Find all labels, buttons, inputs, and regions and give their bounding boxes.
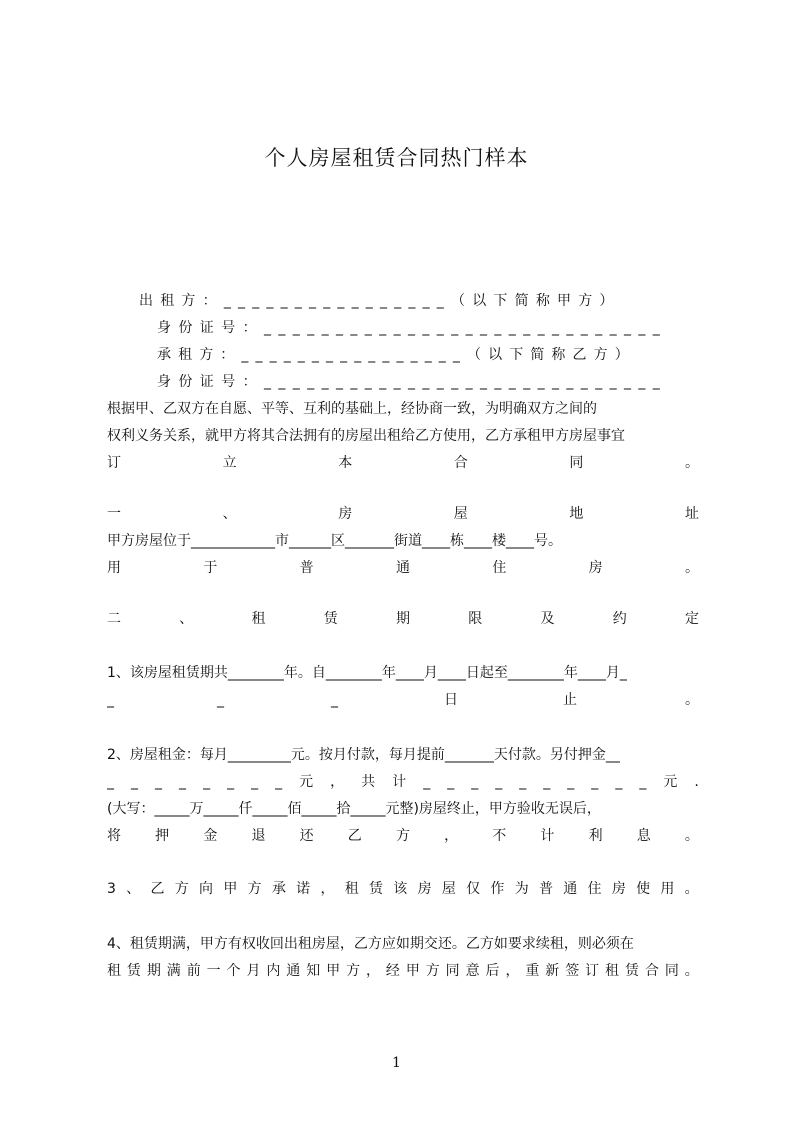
id-a-label: 身份证号： xyxy=(157,320,264,336)
text-char: 押 xyxy=(155,828,170,844)
party-b-line xyxy=(157,342,699,368)
text-char: 约 xyxy=(612,611,627,627)
rent-line-4 xyxy=(107,823,699,849)
text-char: 租 xyxy=(605,963,620,979)
text-char: 。 xyxy=(684,963,699,979)
rent-line-1: 2、房屋租金：每月_________元。按月付款，每月提前_______天付款。另付押金__ xyxy=(107,747,620,763)
text-char: 向 xyxy=(199,881,214,897)
text-char: 期 xyxy=(396,611,410,627)
id-b-label: 身份证号： xyxy=(157,374,264,390)
text-char: 租 xyxy=(344,881,359,897)
text-char: 通 xyxy=(395,560,410,576)
text-char: 期 xyxy=(146,963,161,979)
text-char: 、 xyxy=(222,506,237,522)
id-a-blank: ____________________________ xyxy=(264,320,668,336)
text-char: 新 xyxy=(545,963,560,979)
text-char: 同 xyxy=(664,963,679,979)
text-char: 还 xyxy=(299,828,314,844)
text-char: 住 xyxy=(492,560,507,576)
preamble-line-3 xyxy=(107,450,699,476)
text-char: 立 xyxy=(222,455,237,471)
text-char: 月 xyxy=(246,963,261,979)
text-char: 通 xyxy=(286,963,301,979)
text-char: _ xyxy=(179,774,187,790)
text-char: 将 xyxy=(107,828,121,844)
text-char: 赁 xyxy=(624,963,639,979)
text-char: 通 xyxy=(563,881,578,897)
text-char: 不 xyxy=(492,828,507,844)
text-char: 退 xyxy=(251,828,266,844)
text-char: 屋 xyxy=(441,881,456,897)
text-char: _ xyxy=(203,774,211,790)
renew-line-1: 4、租赁期满，甲方有权收回出租房屋，乙方应如期交还。乙方如要求续租，则必须在 xyxy=(107,936,634,952)
text-char: 乙 xyxy=(347,828,362,844)
text-char: 租 xyxy=(251,611,266,627)
renew-line-2 xyxy=(107,958,699,984)
preamble-line-1: 根据甲、乙双方在自愿、平等、互利的基础上，经协商一致，为明确双方之间的 xyxy=(107,401,597,417)
text-char: 为 xyxy=(514,881,529,897)
text-char: _ xyxy=(591,774,599,790)
text-char: 元 xyxy=(663,774,678,790)
text-char: 赁 xyxy=(126,963,141,979)
rent-line-3: (大写：_____万_____仟_____佰_____拾_____元整)房屋终止，甲方验收无误后， xyxy=(107,801,601,817)
text-char: 限 xyxy=(468,611,483,627)
text-char: 满 xyxy=(166,963,181,979)
text-char: 地 xyxy=(569,506,584,522)
text-char: 本 xyxy=(338,455,353,471)
text-char: 方 xyxy=(247,881,262,897)
text-char: 房 xyxy=(611,881,626,897)
text-char: 同 xyxy=(445,963,460,979)
text-char: 意 xyxy=(465,963,480,979)
text-char: 合 xyxy=(453,455,468,471)
text-char: ， xyxy=(505,963,520,979)
text-char: 订 xyxy=(107,455,121,471)
id-b-line xyxy=(157,369,699,395)
text-char: 方 xyxy=(425,963,440,979)
text-char: 甲 xyxy=(405,963,420,979)
party-b-blank: ________________ xyxy=(241,347,468,363)
text-char: 签 xyxy=(565,963,580,979)
text-char: 合 xyxy=(644,963,659,979)
text-char: 房 xyxy=(417,881,432,897)
term-line-1: 1、该房屋租赁期共________年。自________年____月____日起至________年____月_ xyxy=(107,665,627,681)
text-char: 重 xyxy=(525,963,540,979)
text-char: 使 xyxy=(636,881,651,897)
text-char: _ xyxy=(519,774,527,790)
text-char: 一 xyxy=(107,506,121,522)
text-char: 赁 xyxy=(369,881,384,897)
text-char: 后 xyxy=(485,963,500,979)
text-char: _ xyxy=(471,774,479,790)
usage-line xyxy=(107,555,699,581)
text-char: _ xyxy=(543,774,551,790)
text-char: _ xyxy=(495,774,503,790)
text-char: 普 xyxy=(299,560,314,576)
text-char: _ xyxy=(217,692,224,708)
text-char: _ xyxy=(155,774,163,790)
text-char: 方 xyxy=(174,881,189,897)
id-a-line xyxy=(157,315,699,341)
text-char: ， xyxy=(444,828,459,844)
text-char: 甲 xyxy=(326,963,341,979)
text-char: 方 xyxy=(395,828,410,844)
text-char: _ xyxy=(639,774,647,790)
text-char: 止 xyxy=(563,692,577,708)
party-a-blank: ________________ xyxy=(223,293,452,309)
text-char: ， xyxy=(330,774,345,790)
text-char: 住 xyxy=(587,881,602,897)
text-char: 3 xyxy=(107,881,116,897)
text-char: 及 xyxy=(540,611,555,627)
text-char: ， xyxy=(365,963,380,979)
text-char: 计 xyxy=(392,774,407,790)
text-char: 方 xyxy=(346,963,361,979)
text-char: _ xyxy=(107,692,114,708)
text-char: _ xyxy=(227,774,235,790)
text-char: _ xyxy=(567,774,575,790)
text-char: 订 xyxy=(585,963,600,979)
text-char: 。 xyxy=(684,828,699,844)
party-a-line xyxy=(139,288,699,314)
text-char: _ xyxy=(131,774,139,790)
text-char: 息 xyxy=(636,828,651,844)
text-char: . xyxy=(694,774,699,790)
text-char: _ xyxy=(615,774,623,790)
party-b-label: 承租方： xyxy=(157,347,242,363)
text-char: 于 xyxy=(203,560,218,576)
section-2-heading xyxy=(107,606,699,632)
text-char: 诺 xyxy=(296,881,311,897)
text-char: 用 xyxy=(660,881,675,897)
text-char: 。 xyxy=(684,455,699,471)
text-char: _ xyxy=(107,774,114,790)
text-char: 房 xyxy=(588,560,603,576)
text-char: 作 xyxy=(490,881,505,897)
text-char: 址 xyxy=(684,506,699,522)
address-line: 甲方房屋位于____________市______区_______街道____栋____楼____号。 xyxy=(107,533,562,549)
document-title: 个人房屋租赁合同热门样本 xyxy=(264,146,529,170)
text-char: 内 xyxy=(266,963,281,979)
text-char: _ xyxy=(447,774,455,790)
text-char: _ xyxy=(275,774,283,790)
text-char: _ xyxy=(423,774,431,790)
text-char: 前 xyxy=(186,963,201,979)
party-a-label: 出租方： xyxy=(139,293,224,309)
text-char: 定 xyxy=(685,611,699,627)
party-a-note: （以下简称甲方） xyxy=(451,293,621,309)
text-char: 仅 xyxy=(466,881,481,897)
text-char: 租 xyxy=(107,963,121,979)
text-char: 个 xyxy=(226,963,241,979)
preamble-line-2: 权利义务关系，就甲方将其合法拥有的房屋出租给乙方使用，乙方承租甲方房屋事宜 xyxy=(107,428,625,444)
text-char: 共 xyxy=(361,774,376,790)
rent-line-2 xyxy=(107,769,699,795)
text-char: 房 xyxy=(338,506,353,522)
text-char: 用 xyxy=(107,560,121,576)
text-char: _ xyxy=(331,692,338,708)
text-char: _ xyxy=(251,774,259,790)
text-char: 屋 xyxy=(453,506,468,522)
text-char: 赁 xyxy=(323,611,338,627)
text-char: 计 xyxy=(540,828,555,844)
text-char: 金 xyxy=(203,828,218,844)
text-char: 。 xyxy=(685,692,699,708)
text-char: 一 xyxy=(206,963,221,979)
text-char: 该 xyxy=(393,881,408,897)
text-char: 乙 xyxy=(150,881,165,897)
text-char: ， xyxy=(320,881,335,897)
id-b-blank: ____________________________ xyxy=(264,374,668,390)
text-char: 利 xyxy=(588,828,603,844)
text-char: 知 xyxy=(306,963,321,979)
party-b-note: （以下简称乙方） xyxy=(467,347,636,363)
page-number: 1 xyxy=(392,1055,401,1071)
text-char: 日 xyxy=(444,692,458,708)
text-char: 二 xyxy=(107,611,121,627)
text-char: 承 xyxy=(271,881,286,897)
text-char: 。 xyxy=(684,560,699,576)
section-1-heading xyxy=(107,501,699,527)
text-char: 经 xyxy=(385,963,400,979)
text-char: 同 xyxy=(569,455,584,471)
text-char: 、 xyxy=(126,881,141,897)
term-line-2 xyxy=(107,687,699,713)
text-char: 元 xyxy=(299,774,314,790)
text-char: 。 xyxy=(684,881,699,897)
text-char: 甲 xyxy=(223,881,238,897)
use-promise-line xyxy=(107,876,699,902)
text-char: 普 xyxy=(538,881,553,897)
text-char: 、 xyxy=(179,611,194,627)
